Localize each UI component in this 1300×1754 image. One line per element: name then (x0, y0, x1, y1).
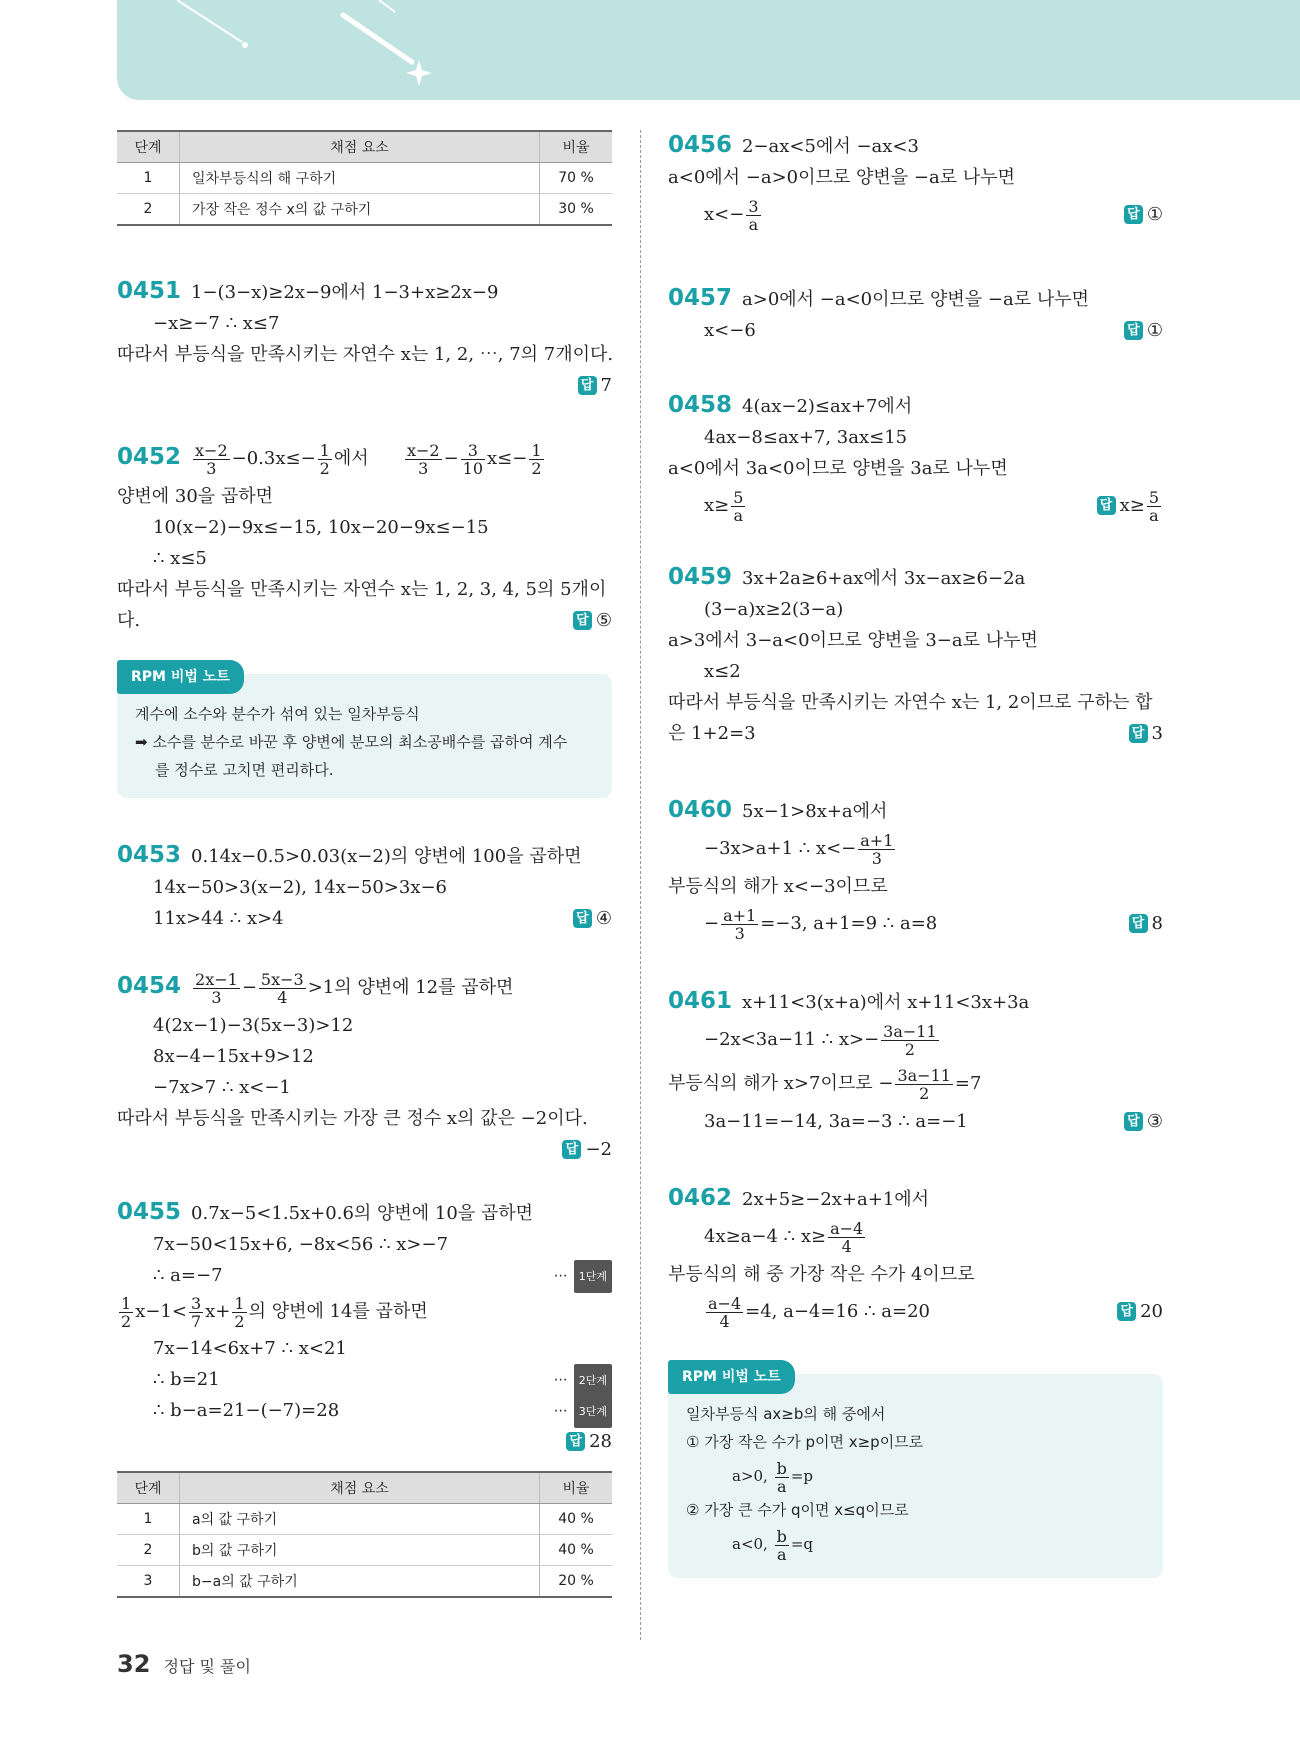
shooting-star-decoration (117, 0, 1300, 100)
answer-mark: 답 (578, 376, 597, 395)
solution-line: 따라서 부등식을 만족시키는 가장 큰 정수 x의 값은 −2이다. (117, 1108, 588, 1129)
cell-criteria: 가장 작은 정수 x의 값 구하기 (180, 194, 540, 226)
answer-mark: 답 (573, 611, 592, 630)
problem-number: 0457 (668, 285, 733, 311)
note-line: 계수에 소수와 분수가 섞여 있는 일차부등식 (135, 705, 420, 723)
solution-0452: 0452 $\frac{x-2}{3}$ −0.3x≤− $\frac{1}{2}$ 에서 $\frac{x-2}{3}$ − $\frac{3}{10}$ x≤− $\frac{1}{2}$ 양변에 30을 곱하면 10(x−2)−9x≤−15, 10x−20−9x≤−15 ∴ x≤5 따라서 부등식을 만족시키는 자연수 x는 1, 2, 3, 4, 5의 5개이 다. 답 ⑤ (117, 435, 612, 636)
solution-line: 7x−50<15x+6, −8x<56 ∴ x>−7 (153, 1234, 449, 1255)
solution-line: ∴ x≤5 (153, 548, 207, 569)
cell-ratio: 70 % (540, 163, 613, 194)
answer-mark: 답 (566, 1432, 585, 1451)
answer-mark: 답 (1097, 496, 1116, 515)
solution-line: a>3에서 3−a<0이므로 양변을 3−a로 나누면 (668, 630, 1038, 651)
solution-line: 따라서 부등식을 만족시키는 자연수 x는 1, 2, ⋯, 7의 7개이다. (117, 344, 614, 365)
page-number: 32 (117, 1650, 151, 1678)
solution-line: 3a−11=−14, 3a=−3 ∴ a=−1 (704, 1111, 968, 1132)
left-column (117, 130, 612, 1598)
solution-line: 4(ax−2)≤ax+7에서 (742, 396, 913, 417)
answer-mark: 답 (573, 909, 592, 928)
answer (1117, 1290, 1163, 1334)
step-badge: 1단계 (574, 1260, 612, 1293)
problem-number: 0460 (668, 797, 733, 823)
problem-number: 0456 (668, 132, 733, 158)
rpm-note-2 (668, 1369, 1163, 1578)
cell-criteria: b의 값 구하기 (180, 1535, 540, 1566)
solution-line: a>0에서 −a<0이므로 양변을 −a로 나누면 (742, 289, 1089, 310)
answer-mark: 답 (1124, 321, 1143, 340)
solution-line: 14x−50>3(x−2), 14x−50>3x−6 (153, 877, 448, 898)
solution-0451 (117, 276, 612, 401)
answer (1129, 902, 1163, 946)
column-divider (640, 130, 641, 1640)
note-line: 를 정수로 고치면 편리하다. (155, 761, 334, 779)
solution-0454: 0454 $\frac{2x-1}{3}$ − $\frac{5x-3}{4}$ >1의 양변에 12를 곱하면 4(2x−1)−3(5x−3)>12 8x−4−15x+9>12 −7x>7 ∴ x<−1 따라서 부등식을 만족시키는 가장 큰 정수 x의 값은 −2이다. 답 −2 (117, 964, 612, 1165)
answer-mark: 답 (1129, 914, 1148, 933)
solution-0456: 0456 2−ax<5에서 −ax<3 a<0에서 −a>0이므로 양변을 −a로 나누면 x<− $\frac{3}{a}$ 답 ① (668, 130, 1163, 237)
table-row (117, 163, 612, 194)
step-badge: 2단계 (574, 1364, 612, 1397)
solution-line: 2−ax<5에서 −ax<3 (742, 136, 919, 157)
note-label: RPM 비법 노트 (117, 660, 244, 694)
table-row (117, 1535, 612, 1566)
problem-number: 0458 (668, 392, 733, 418)
cell-ratio: 40 % (540, 1535, 613, 1566)
note-formula: a>0, $\frac{b}{a}$ =p (732, 1458, 814, 1496)
table-header-row (117, 131, 612, 163)
cell-step: 3 (117, 1566, 180, 1598)
problem-number: 0455 (117, 1199, 182, 1225)
note-line: ➡ 소수를 분수로 바꾼 후 양변에 분모의 최소공배수를 곱하여 계수 (135, 733, 568, 751)
problem-number: 0452 (117, 444, 182, 470)
answer (573, 605, 612, 636)
solution-line: 2x+5≥−2x+a+1에서 (742, 1189, 930, 1210)
answer (1124, 1106, 1163, 1137)
solution-0459 (668, 562, 1163, 749)
header-ratio: 비율 (540, 131, 613, 163)
answer-mark: 답 (1124, 205, 1143, 224)
solution-line: 다. (117, 610, 141, 631)
answer: 답 x≥ $\frac{5}{a}$ (1097, 484, 1163, 528)
cell-step: 1 (117, 163, 180, 194)
answer (117, 370, 612, 401)
solution-line: −7x>7 ∴ x<−1 (153, 1077, 291, 1098)
cell-ratio: 30 % (540, 194, 613, 226)
table-header-row (117, 1472, 612, 1504)
cell-criteria: a의 값 구하기 (180, 1504, 540, 1535)
cell-step: 2 (117, 194, 180, 226)
cell-ratio: 40 % (540, 1504, 613, 1535)
cell-criteria: b−a의 값 구하기 (180, 1566, 540, 1598)
solution-line: 0.7x−5<1.5x+0.6의 양변에 10을 곱하면 (191, 1203, 534, 1224)
answer (1124, 193, 1163, 237)
answer (1129, 718, 1163, 749)
solution-line: ∴ b=21 (153, 1369, 220, 1390)
solution-0455: 0455 0.7x−5<1.5x+0.6의 양변에 10을 곱하면 7x−50<15x+6, −8x<56 ∴ x>−7 ∴ a=−7 ⋯ 1단계 $\frac{1}{2}$ x−1< $\frac{3}{7}$ x+ $\frac{1}{2}$ 의 양변에 14를 곱하면 7x−14<6x+7 ∴ x<21 ∴ b=21 ⋯ 2단계 ∴ b−a=21−(−7)=28 ⋯ 3단계 답 28 (117, 1197, 612, 1457)
solution-line: 8x−4−15x+9>12 (153, 1046, 314, 1067)
solution-0460: 0460 5x−1>8x+a에서 −3x>a+1 ∴ x<− $\frac{a+1}{3}$ 부등식의 해가 x<−3이므로 − $\frac{a+1}{3}$ =−3, a+1=9 ∴ a=8 답 8 (668, 795, 1163, 946)
solution-0462: 0462 2x+5≥−2x+a+1에서 4x≥a−4 ∴ x≥ $\frac{a-4}{4}$ 부등식의 해 중 가장 작은 수가 4이므로 $\frac{a-4}{4}$ =4, a−4=16 ∴ a=20 답 20 (668, 1183, 1163, 1334)
solution-line: 10(x−2)−9x≤−15, 10x−20−9x≤−15 (153, 517, 489, 538)
answer (1124, 315, 1163, 346)
solution-line: 부등식의 해가 x<−3이므로 (668, 876, 888, 897)
problem-number: 0461 (668, 988, 733, 1014)
note-formula: a<0, $\frac{b}{a}$ =q (732, 1526, 814, 1564)
answer-value: ④ (595, 908, 612, 929)
answer-value: ③ (1146, 1111, 1163, 1132)
problem-number: 0451 (117, 278, 182, 304)
solution-line: ∴ a=−7 (153, 1265, 223, 1286)
solution-line: 4(2x−1)−3(5x−3)>12 (153, 1015, 354, 1036)
cell-step: 1 (117, 1504, 180, 1535)
solution-line: 7x−14<6x+7 ∴ x<21 (153, 1338, 347, 1359)
cell-ratio: 20 % (540, 1566, 613, 1598)
answer-value: x≥ (1119, 495, 1145, 516)
problem-number: 0454 (117, 973, 182, 999)
footer-label: 정답 및 풀이 (163, 1657, 251, 1676)
solution-line: 1−(3−x)≥2x−9에서 1−3+x≥2x−9 (191, 282, 499, 303)
solution-line: 은 1+2=3 (668, 723, 756, 744)
answer-value: ① (1146, 320, 1163, 341)
solution-line: x+11<3(x+a)에서 x+11<3x+3a (742, 992, 1030, 1013)
answer-mark: 답 (1129, 724, 1148, 743)
solution-0458: 0458 4(ax−2)≤ax+7에서 4ax−8≤ax+7, 3ax≤15 a<0에서 3a<0이므로 양변을 3a로 나누면 x≥ $\frac{5}{a}$ 답 x≥ $\frac{5}{a}$ (668, 390, 1163, 528)
problem-number: 0453 (117, 842, 182, 868)
answer (573, 903, 612, 934)
header-step: 단계 (117, 1472, 180, 1504)
page-footer (117, 1650, 251, 1678)
note-label: RPM 비법 노트 (668, 1360, 795, 1394)
solution-0453 (117, 840, 612, 934)
solution-line: 양변에 30을 곱하면 (117, 486, 274, 507)
header-ratio: 비율 (540, 1472, 613, 1504)
table-row (117, 194, 612, 226)
solution-0461: 0461 x+11<3(x+a)에서 x+11<3x+3a −2x<3a−11 ∴ x>− $\frac{3a-11}{2}$ 부등식의 해가 x>7이므로 − $\frac{3a-11}{2}$ =7 3a−11=−14, 3a=−3 ∴ a=−1 답 ③ (668, 986, 1163, 1137)
solution-line: a<0에서 3a<0이므로 양변을 3a로 나누면 (668, 458, 1008, 479)
solution-line: 따라서 부등식을 만족시키는 자연수 x는 1, 2이므로 구하는 합 (668, 692, 1153, 713)
cell-step: 2 (117, 1535, 180, 1566)
solution-line: x<−6 (704, 320, 756, 341)
rpm-note-1 (117, 669, 612, 798)
cell-criteria: 일차부등식의 해 구하기 (180, 163, 540, 194)
answer-value: ① (1146, 204, 1163, 225)
solution-line: 따라서 부등식을 만족시키는 자연수 x는 1, 2, 3, 4, 5의 5개이 (117, 579, 607, 600)
answer-value: ⑤ (595, 610, 612, 631)
solution-line: 4ax−8≤ax+7, 3ax≤15 (704, 427, 908, 448)
solution-line: 3x+2a≥6+ax에서 3x−ax≥6−2a (742, 568, 1026, 589)
step-badge: 3단계 (574, 1395, 612, 1428)
problem-number: 0459 (668, 564, 733, 590)
answer-value: 3 (1151, 723, 1163, 744)
answer-value: 7 (600, 375, 612, 396)
solution-line: −x≥−7 ∴ x≤7 (153, 313, 280, 334)
table-row (117, 1566, 612, 1598)
solution-line: 5x−1>8x+a에서 (742, 801, 888, 822)
solution-line: ∴ b−a=21−(−7)=28 (153, 1400, 340, 1421)
grading-table-0450 (117, 130, 612, 226)
header-step: 단계 (117, 131, 180, 163)
answer-mark: 답 (1124, 1112, 1143, 1131)
answer-mark: 답 (562, 1140, 581, 1159)
problem-number: 0462 (668, 1185, 733, 1211)
answer-mark: 답 (1117, 1302, 1136, 1321)
note-line: ② 가장 큰 수가 q이면 x≤q이므로 (686, 1501, 909, 1519)
table-row (117, 1504, 612, 1535)
solution-line: 0.14x−0.5>0.03(x−2)의 양변에 100을 곱하면 (191, 846, 582, 867)
answer-value: 20 (1140, 1301, 1163, 1322)
grading-table-0455 (117, 1471, 612, 1598)
solution-line: (3−a)x≥2(3−a) (704, 599, 844, 620)
answer (117, 1134, 612, 1165)
solution-line: 11x>44 ∴ x>4 (153, 908, 284, 929)
right-column (668, 130, 1163, 1578)
answer-value: 28 (589, 1431, 612, 1452)
note-line: 일차부등식 ax≥b의 해 중에서 (686, 1405, 886, 1423)
answer (117, 1426, 612, 1457)
header-criteria: 채점 요소 (180, 131, 540, 163)
solution-line: 부등식의 해 중 가장 작은 수가 4이므로 (668, 1264, 975, 1285)
answer-value: −2 (585, 1139, 612, 1160)
note-line: ① 가장 작은 수가 p이면 x≥p이므로 (686, 1433, 924, 1451)
solution-0457 (668, 283, 1163, 346)
header-criteria: 채점 요소 (180, 1472, 540, 1504)
solution-line: a<0에서 −a>0이므로 양변을 −a로 나누면 (668, 167, 1015, 188)
header-banner (117, 0, 1300, 100)
answer-value: 8 (1151, 913, 1163, 934)
solution-line: x≤2 (704, 661, 741, 682)
